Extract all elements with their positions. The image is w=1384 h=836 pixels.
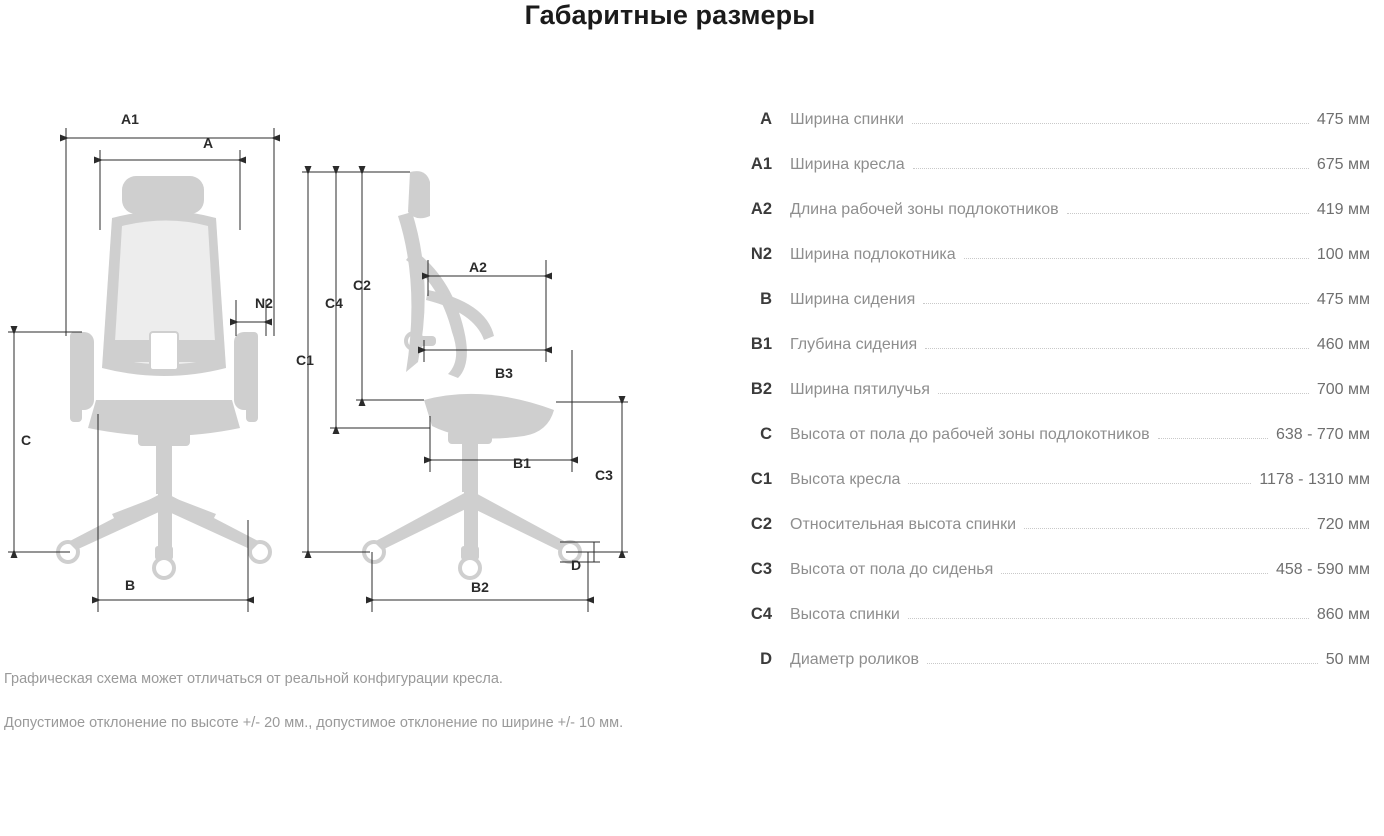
spec-label: Высота кресла — [790, 471, 901, 488]
table-row — [720, 335, 1370, 380]
spec-code: A — [760, 110, 772, 128]
spec-label: Высота спинки — [790, 606, 900, 623]
spec-value: 675 мм — [1316, 156, 1370, 173]
table-row — [720, 650, 1370, 695]
table-row — [720, 380, 1370, 425]
spec-value: 475 мм — [1316, 111, 1370, 128]
spec-leader-dots — [1158, 437, 1268, 439]
label-b2: B2 — [471, 579, 489, 595]
front-view-chair — [58, 176, 270, 578]
spec-label: Ширина пятилучья — [790, 381, 930, 398]
spec-leader-dots — [927, 662, 1318, 664]
spec-code: A1 — [750, 155, 772, 173]
specifications-table — [720, 110, 1370, 695]
label-b1: B1 — [513, 455, 531, 471]
spec-label: Высота от пола до рабочей зоны подлокотников — [790, 426, 1150, 443]
label-c3: C3 — [595, 467, 613, 483]
spec-leader-dots — [938, 392, 1309, 394]
spec-leader-dots — [1067, 212, 1309, 214]
spec-code: C3 — [750, 560, 772, 578]
label-a: A — [202, 135, 214, 151]
label-a2: A2 — [469, 259, 487, 275]
spec-label: Ширина сидения — [790, 291, 916, 308]
spec-leader-dots — [923, 302, 1309, 304]
spec-value: 720 мм — [1316, 516, 1370, 533]
spec-code: A2 — [750, 200, 772, 218]
page-title-wrap — [300, 0, 1040, 31]
label-c1: C1 — [296, 352, 314, 368]
spec-code: B2 — [750, 380, 772, 398]
spec-label: Ширина подлокотника — [790, 246, 956, 263]
table-row — [720, 200, 1370, 245]
spec-leader-dots — [925, 347, 1309, 349]
label-b3: B3 — [495, 365, 513, 381]
table-row — [720, 155, 1370, 200]
spec-label: Глубина сидения — [790, 336, 918, 353]
spec-leader-dots — [964, 257, 1309, 259]
spec-code: C2 — [750, 515, 772, 533]
spec-leader-dots — [908, 482, 1251, 484]
spec-value: 419 мм — [1316, 201, 1370, 218]
spec-code: B — [760, 290, 772, 308]
diagram-svg — [0, 100, 680, 660]
table-row — [720, 605, 1370, 650]
table-row — [720, 425, 1370, 470]
label-d: D — [570, 557, 582, 573]
spec-leader-dots — [1024, 527, 1309, 529]
spec-label: Ширина кресла — [790, 156, 905, 173]
spec-leader-dots — [913, 167, 1309, 169]
side-view-chair — [364, 171, 580, 578]
spec-label: Относительная высота спинки — [790, 516, 1017, 533]
spec-code: N2 — [750, 245, 772, 263]
table-row — [720, 110, 1370, 155]
spec-label: Ширина спинки — [790, 111, 904, 128]
spec-code: C1 — [750, 470, 772, 488]
table-row — [720, 470, 1370, 515]
chair-dimension-diagram — [0, 100, 680, 660]
spec-leader-dots — [1001, 572, 1268, 574]
spec-leader-dots — [908, 617, 1309, 619]
page-title: Габаритные размеры — [524, 0, 816, 30]
spec-label: Высота от пола до сиденья — [790, 561, 994, 578]
spec-code: B1 — [750, 335, 772, 353]
spec-label: Диаметр роликов — [790, 651, 920, 668]
table-row — [720, 560, 1370, 605]
spec-value: 50 мм — [1325, 651, 1370, 668]
spec-label: Длина рабочей зоны подлокотников — [790, 201, 1059, 218]
label-c: C — [20, 432, 32, 448]
spec-code: C — [760, 425, 772, 443]
label-n2: N2 — [255, 295, 273, 311]
spec-value: 460 мм — [1316, 336, 1370, 353]
spec-value: 458 - 590 мм — [1275, 561, 1370, 578]
spec-value: 475 мм — [1316, 291, 1370, 308]
spec-value: 860 мм — [1316, 606, 1370, 623]
spec-code: C4 — [750, 605, 772, 623]
label-a1: A1 — [121, 111, 139, 127]
table-row — [720, 245, 1370, 290]
spec-value: 1178 - 1310 мм — [1259, 471, 1370, 488]
spec-code: D — [760, 650, 772, 668]
spec-leader-dots — [912, 122, 1309, 124]
diagram-notes — [4, 668, 654, 735]
spec-value: 100 мм — [1316, 246, 1370, 263]
note-configuration: Графическая схема может отличаться от реальной конфигурации кресла. — [4, 671, 503, 687]
note-tolerance: Допустимое отклонение по высоте +/- 20 мм., допустимое отклонение по ширине +/- 10 мм. — [4, 715, 624, 732]
spec-value: 638 - 770 мм — [1275, 426, 1370, 443]
spec-value: 700 мм — [1316, 381, 1370, 398]
label-c2: C2 — [353, 277, 371, 293]
table-row — [720, 515, 1370, 560]
table-row — [720, 290, 1370, 335]
label-c4: C4 — [325, 295, 343, 311]
label-b: B — [124, 577, 136, 593]
